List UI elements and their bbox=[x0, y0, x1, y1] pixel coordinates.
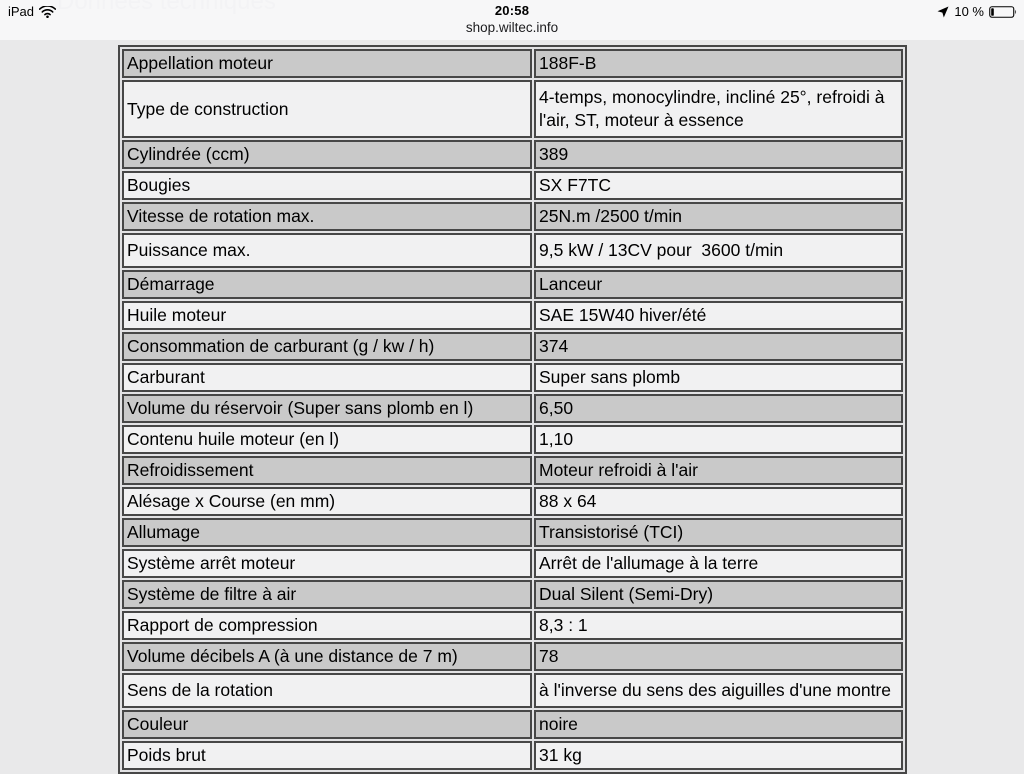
table-row bbox=[122, 456, 903, 485]
table-row bbox=[122, 233, 903, 268]
status-right-cluster bbox=[937, 4, 1017, 19]
spec-value: Super sans plomb bbox=[534, 363, 903, 392]
table-row bbox=[122, 611, 903, 640]
location-arrow-icon bbox=[937, 6, 949, 18]
spec-label: Carburant bbox=[122, 363, 532, 392]
spec-value: 25N.m /2500 t/min bbox=[534, 202, 903, 231]
spec-value: SAE 15W40 hiver/été bbox=[534, 301, 903, 330]
table-row bbox=[122, 363, 903, 392]
battery-icon bbox=[989, 6, 1017, 18]
spec-value: 4-temps, monocylindre, incliné 25°, refroidi à l'air, ST, moteur à essence bbox=[534, 80, 903, 138]
spec-label: Appellation moteur bbox=[122, 49, 532, 78]
spec-value: Arrêt de l'allumage à la terre bbox=[534, 549, 903, 578]
spec-label: Huile moteur bbox=[122, 301, 532, 330]
table-row bbox=[122, 673, 903, 708]
spec-label: Alésage x Course (en mm) bbox=[122, 487, 532, 516]
spec-label: Cylindrée (ccm) bbox=[122, 140, 532, 169]
spec-table bbox=[118, 45, 907, 774]
table-row bbox=[122, 140, 903, 169]
status-bar bbox=[0, 0, 1024, 40]
spec-label: Bougies bbox=[122, 171, 532, 200]
spec-value: 389 bbox=[534, 140, 903, 169]
table-row bbox=[122, 518, 903, 547]
spec-value: noire bbox=[534, 710, 903, 739]
table-row bbox=[122, 425, 903, 454]
table-row bbox=[122, 80, 903, 138]
spec-value: 6,50 bbox=[534, 394, 903, 423]
spec-label: Refroidissement bbox=[122, 456, 532, 485]
spec-label: Poids brut bbox=[122, 741, 532, 770]
table-row bbox=[122, 332, 903, 361]
spec-label: Allumage bbox=[122, 518, 532, 547]
table-row bbox=[122, 270, 903, 299]
table-row bbox=[122, 741, 903, 770]
spec-label: Volume décibels A (à une distance de 7 m) bbox=[122, 642, 532, 671]
table-row bbox=[122, 171, 903, 200]
table-row bbox=[122, 549, 903, 578]
spec-value: 88 x 64 bbox=[534, 487, 903, 516]
spec-value: 1,10 bbox=[534, 425, 903, 454]
table-row bbox=[122, 580, 903, 609]
status-center-cluster bbox=[0, 0, 1024, 37]
spec-label: Puissance max. bbox=[122, 233, 532, 268]
spec-value: 78 bbox=[534, 642, 903, 671]
spec-value: 8,3 : 1 bbox=[534, 611, 903, 640]
table-row bbox=[122, 710, 903, 739]
spec-value: SX F7TC bbox=[534, 171, 903, 200]
spec-label: Système de filtre à air bbox=[122, 580, 532, 609]
spec-value: à l'inverse du sens des aiguilles d'une montre bbox=[534, 673, 903, 708]
device-label: iPad bbox=[8, 4, 35, 19]
spec-label: Type de construction bbox=[122, 80, 532, 138]
spec-label: Sens de la rotation bbox=[122, 673, 532, 708]
spec-label: Démarrage bbox=[122, 270, 532, 299]
spec-value: Moteur refroidi à l'air bbox=[534, 456, 903, 485]
site-url[interactable]: shop.wiltec.info bbox=[465, 20, 559, 35]
spec-label: Consommation de carburant (g / kw / h) bbox=[122, 332, 532, 361]
spec-value: Transistorisé (TCI) bbox=[534, 518, 903, 547]
spec-value: 9,5 kW / 13CV pour 3600 t/min bbox=[534, 233, 903, 268]
table-row bbox=[122, 202, 903, 231]
spec-table-body bbox=[122, 49, 903, 770]
spec-value: 374 bbox=[534, 332, 903, 361]
spec-value: Lanceur bbox=[534, 270, 903, 299]
battery-percent: 10 % bbox=[954, 4, 984, 19]
spec-label: Rapport de compression bbox=[122, 611, 532, 640]
table-row bbox=[122, 487, 903, 516]
clock: 20:58 bbox=[494, 3, 530, 18]
spec-label: Système arrêt moteur bbox=[122, 549, 532, 578]
table-row bbox=[122, 394, 903, 423]
table-row bbox=[122, 301, 903, 330]
spec-label: Vitesse de rotation max. bbox=[122, 202, 532, 231]
spec-label: Contenu huile moteur (en l) bbox=[122, 425, 532, 454]
spec-value: 31 kg bbox=[534, 741, 903, 770]
spec-value: Dual Silent (Semi-Dry) bbox=[534, 580, 903, 609]
spec-value: 188F-B bbox=[534, 49, 903, 78]
table-row bbox=[122, 49, 903, 78]
spec-label: Volume du réservoir (Super sans plomb en l) bbox=[122, 394, 532, 423]
spec-label: Couleur bbox=[122, 710, 532, 739]
table-row bbox=[122, 642, 903, 671]
